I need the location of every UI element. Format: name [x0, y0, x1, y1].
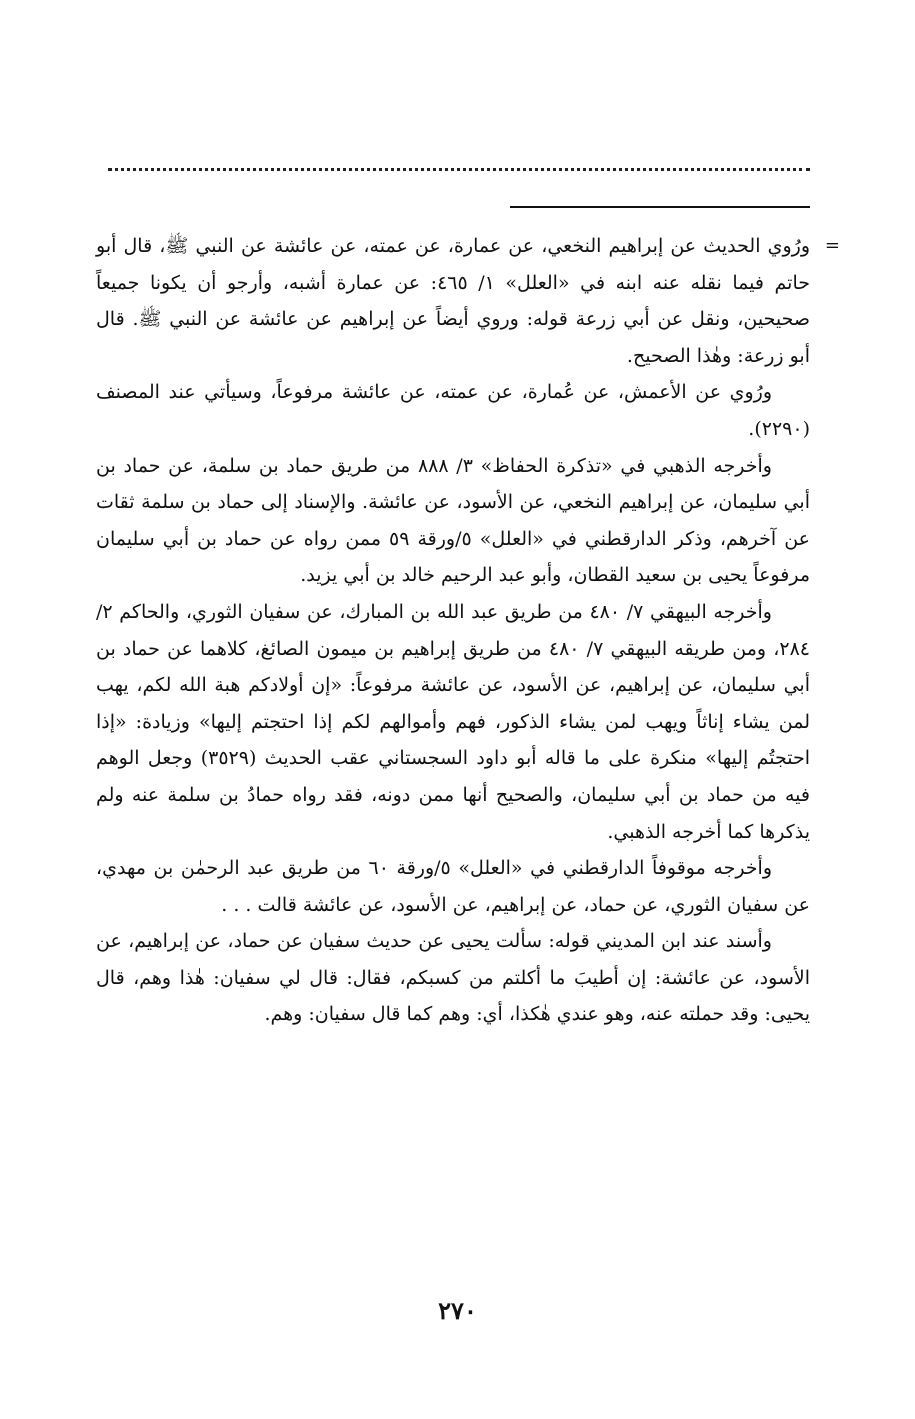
- dotted-separator: [108, 168, 810, 171]
- footnote-paragraph: وأخرجه الذهبي في «تذكرة الحفاظ» ٣/ ٨٨٨ من طريق حماد بن سلمة، عن حماد بن أبي سليمان، عن إبراهيم النخعي، عن الأسود، عن عائشة. والإسناد إلى حماد بن سلمة ثقات عن آخرهم، وذكر الدارقطني في «العلل» ٥/ورقة ٥٩ ممن رواه عن حماد بن أبي سليمان مرفوعاً يحيى بن سعيد القطان، وأبو عبد الرحيم خالد بن أبي يزيد.: [96, 454, 811, 587]
- footnote-paragraph: وأخرجه موقوفاً الدارقطني في «العلل» ٥/ورقة ٦٠ من طريق عبد الرحمٰن بن مهدي، عن سفيان الثوري، عن حماد، عن إبراهيم، عن الأسود، عن عائشة قالت . . .: [96, 857, 810, 916]
- footnote-paragraph: ورُوي عن الأعمش، عن عُمارة، عن عمته، عن عائشة مرفوعاً، وسيأتي عند المصنف (٢٢٩٠).: [96, 381, 810, 440]
- continuation-mark: =: [824, 235, 840, 256]
- footnote-block: [96, 228, 840, 1033]
- footnote-paragraph-text: ورُوي الحديث عن إبراهيم النخعي، عن عمارة، عن عمته، عن عائشة عن النبي ﷺ، قال أبو حاتم فيما نقله عنه ابنه في «العلل» ١/ ٤٦٥: عن عمارة أشبه، وأرجو أن يكونا جميعاً صحيحين، ونقل عن أبي زرعة قوله: وروي أيضاً عن إبراهيم عن عائشة عن النبي ﷺ. قال أبو زرعة: وهٰذا الصحيح.: [96, 235, 810, 367]
- page-number: ٢٧٠: [438, 1296, 477, 1325]
- footnote-rule: [510, 206, 810, 208]
- footnote-paragraph: [96, 228, 840, 374]
- footnote-paragraph: وأخرجه البيهقي ٧/ ٤٨٠ من طريق عبد الله بن المبارك، عن سفيان الثوري، والحاكم ٢/ ٢٨٤، ومن طريقه البيهقي ٧/ ٤٨٠ من طريق إبراهيم بن ميمون الصائغ، كلاهما عن حماد بن أبي سليمان، عن إبراهيم، عن الأسود، عن عائشة مرفوعاً: «إن أولادكم هبة الله لكم، يهب لمن يشاء إناثاً ويهب لمن يشاء الذكور، فهم وأموالهم لكم إذا احتجتم إليها» وزيادة: «إذا احتجتُم إليها» منكرة على ما قاله أبو داود السجستاني عقب الحديث (٣٥٢٩) وجعل الوهم فيه من حماد بن أبي سليمان، والصحيح أنها ممن دونه، فقد رواه حمادُ بن سلمة عنه ولم يذكرها كما أخرجه الذهبي.: [96, 600, 810, 843]
- footnote-paragraph: وأسند عند ابن المديني قوله: سألت يحيى عن حديث سفيان عن حماد، عن إبراهيم، عن الأسود، عن عائشة: إن أطيبَ ما أكلتم من كسبكم، فقال: قال لي سفيان: هٰذا وهم، قال يحيى: وقد حملته عنه، وهو عندي هٰكذا، أي: وهم كما قال سفيان: وهم.: [96, 930, 810, 1026]
